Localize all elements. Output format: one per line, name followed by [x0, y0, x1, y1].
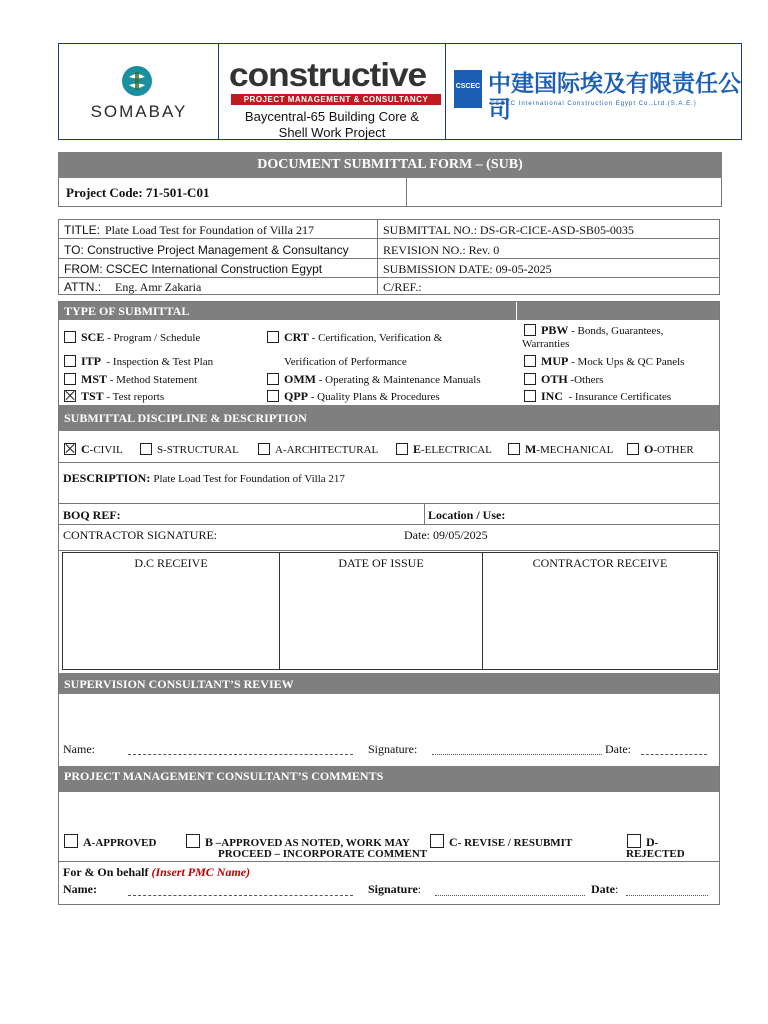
cscec-chinese-name: 中建国际埃及有限责任公司	[488, 70, 741, 122]
mechanical-checkbox[interactable]	[508, 443, 520, 455]
architectural-checkbox[interactable]	[258, 443, 270, 455]
pmc-option-d[interactable]: D-	[627, 834, 658, 850]
supervision-date-field[interactable]	[641, 748, 707, 755]
type-mup[interactable]: MUP - Mock Ups & QC Panels	[524, 354, 684, 369]
pmc-option-b[interactable]: B –APPROVED AS NOTED, WORK MAY	[186, 834, 410, 850]
cscec-logo	[446, 44, 741, 139]
civil-checkbox-checked[interactable]	[64, 443, 76, 455]
mst-checkbox[interactable]	[64, 373, 76, 385]
type-crt-cont: Verification of Performance	[284, 356, 407, 368]
pmc-name-placeholder: (Insert PMC Name)	[151, 865, 251, 879]
type-oth[interactable]: OTH -Others	[524, 372, 603, 387]
oth-checkbox[interactable]	[524, 373, 536, 385]
header-logos	[58, 43, 742, 140]
pmc-option-a[interactable]: A-APPROVED	[64, 834, 156, 850]
to-field: TO: Constructive Project Management & Consultancy	[64, 243, 349, 257]
pmc-behalf: For & On behalf (Insert PMC Name)	[63, 865, 251, 879]
type-tst[interactable]: TST - Test reports	[64, 389, 164, 404]
contractor-receive-header: CONTRACTOR RECEIVE	[532, 556, 668, 570]
type-pbw[interactable]: PBW - Bonds, Guarantees,	[524, 323, 663, 338]
supervision-header: SUPERVISION CONSULTANT’S REVIEW	[59, 673, 719, 694]
approved-as-noted-checkbox[interactable]	[186, 834, 200, 848]
inc-checkbox[interactable]	[524, 390, 536, 402]
date-of-issue-header: DATE OF ISSUE	[338, 556, 424, 570]
omm-checkbox[interactable]	[267, 373, 279, 385]
constructive-logo	[219, 44, 445, 139]
cscec-english-name: CSCEC International Construction Egypt Co.,Ltd.(S.A.E.)	[490, 101, 697, 107]
project-name-line1: Baycentral-65 Building Core &	[244, 109, 420, 124]
project-name-line2: Shell Work Project	[278, 125, 386, 140]
boq-ref: BOQ REF:	[63, 508, 121, 522]
cref-field: C/REF.:	[383, 280, 422, 294]
sce-checkbox[interactable]	[64, 331, 76, 343]
pmc-option-c[interactable]: C- REVISE / RESUBMIT	[430, 834, 572, 850]
mup-checkbox[interactable]	[524, 355, 536, 367]
other-checkbox[interactable]	[627, 443, 639, 455]
revise-resubmit-checkbox[interactable]	[430, 834, 444, 848]
pmc-option-d-line2: REJECTED	[626, 848, 685, 860]
contractor-signature: CONTRACTOR SIGNATURE:	[63, 528, 218, 542]
supervision-name-field[interactable]	[128, 748, 353, 755]
receive-table	[62, 552, 718, 670]
discipline-civil[interactable]: C-CIVIL	[64, 442, 123, 457]
type-qpp[interactable]: QPP - Quality Plans & Procedures	[267, 389, 440, 404]
cscec-badge-icon: CSCEC	[454, 70, 482, 108]
type-pbw-cont: Warranties	[522, 338, 570, 350]
somabay-emblem-icon	[120, 64, 154, 98]
constructive-tagline: PROJECT MANAGEMENT & CONSULTANCY	[231, 94, 441, 105]
itp-checkbox[interactable]	[64, 355, 76, 367]
supervision-date-label: Date:	[605, 742, 631, 756]
pmc-name-field[interactable]	[128, 888, 353, 896]
type-mst[interactable]: MST - Method Statement	[64, 372, 197, 387]
supervision-name-label: Name:	[63, 742, 95, 756]
approved-checkbox[interactable]	[64, 834, 78, 848]
tst-checkbox-checked[interactable]	[64, 390, 76, 402]
type-sce[interactable]: SCE - Program / Schedule	[64, 330, 200, 345]
rejected-checkbox[interactable]	[627, 834, 641, 848]
submittal-number: SUBMITTAL NO.: DS-GR-CICE-ASD-SB05-0035	[383, 223, 634, 237]
project-code-row	[58, 178, 722, 207]
type-inc[interactable]: INC - Insurance Certificates	[524, 389, 671, 404]
pbw-checkbox[interactable]	[524, 324, 536, 336]
structural-checkbox[interactable]	[140, 443, 152, 455]
pmc-signature-label: Signature:	[368, 882, 422, 896]
constructive-wordmark: constructive	[229, 56, 427, 93]
title-label: TITLE:	[64, 223, 101, 237]
crt-checkbox[interactable]	[267, 331, 279, 343]
type-crt[interactable]: CRT - Certification, Verification &	[267, 330, 442, 345]
project-code: Project Code: 71-501-C01	[66, 185, 210, 200]
discipline-structural[interactable]: S-STRUCTURAL	[140, 442, 239, 457]
qpp-checkbox[interactable]	[267, 390, 279, 402]
type-itp[interactable]: ITP - Inspection & Test Plan	[64, 354, 213, 369]
contractor-date: Date: 09/05/2025	[404, 528, 488, 542]
discipline-other[interactable]: O-OTHER	[627, 442, 694, 457]
attn-value: Eng. Amr Zakaria	[115, 280, 202, 294]
electrical-checkbox[interactable]	[396, 443, 408, 455]
pmc-header: PROJECT MANAGEMENT CONSULTANT’S COMMENTS	[59, 766, 719, 792]
submission-date: SUBMISSION DATE: 09-05-2025	[383, 262, 552, 276]
type-of-submittal-header: TYPE OF SUBMITTAL	[59, 302, 719, 320]
somabay-logo	[59, 44, 218, 139]
from-field: FROM: CSCEC International Construction Egypt	[64, 262, 323, 276]
supervision-signature-field[interactable]	[432, 748, 602, 755]
form-title: DOCUMENT SUBMITTAL FORM – (SUB)	[58, 152, 722, 178]
location-use: Location / Use:	[428, 508, 506, 522]
supervision-signature-label: Signature:	[368, 742, 418, 756]
discipline-header: SUBMITTAL DISCIPLINE & DESCRIPTION	[59, 405, 719, 431]
discipline-mechanical[interactable]: M-MECHANICAL	[508, 442, 613, 457]
pmc-signature-field[interactable]	[435, 888, 585, 896]
info-table	[58, 219, 720, 295]
pmc-date-field[interactable]	[626, 888, 708, 896]
pmc-option-b-line2: PROCEED – INCORPORATE COMMENT	[218, 848, 428, 860]
pmc-name-label: Name:	[63, 882, 97, 896]
description-value: Plate Load Test for Foundation of Villa 217	[153, 473, 345, 485]
title-value: Plate Load Test for Foundation of Villa 217	[105, 223, 314, 237]
discipline-architectural[interactable]: A-ARCHITECTURAL	[258, 442, 378, 457]
revision-number: REVISION NO.: Rev. 0	[383, 243, 500, 257]
discipline-electrical[interactable]: E-ELECTRICAL	[396, 442, 492, 457]
somabay-wordmark: SOMABAY	[90, 102, 188, 121]
description-row: DESCRIPTION: Plate Load Test for Foundation of Villa 217	[63, 471, 345, 485]
attn-label: ATTN.:	[64, 280, 102, 294]
dc-receive-header: D.C RECEIVE	[134, 556, 208, 570]
type-omm[interactable]: OMM - Operating & Maintenance Manuals	[267, 372, 481, 387]
pmc-date-label: Date:	[591, 882, 619, 896]
